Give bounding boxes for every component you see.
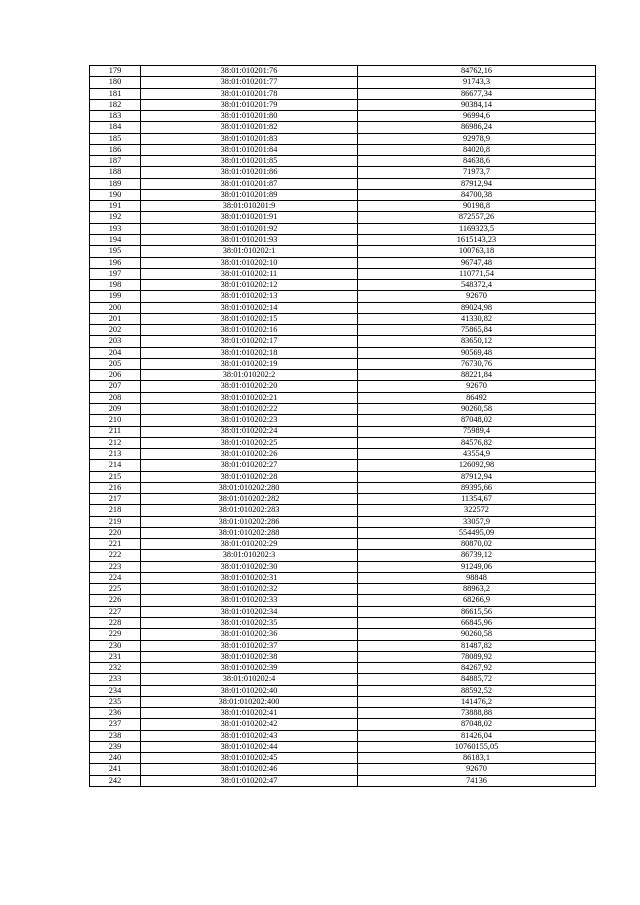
table-row xyxy=(90,527,596,538)
cadastral-value-cell: 86986,24 xyxy=(358,122,596,133)
cadastral-number-cell: 38:01:010202:13 xyxy=(141,291,358,302)
row-number-cell: 218 xyxy=(90,505,141,516)
table-row xyxy=(90,730,596,741)
table-row xyxy=(90,719,596,730)
table-row xyxy=(90,561,596,572)
table-row xyxy=(90,663,596,674)
table-row xyxy=(90,741,596,752)
row-number-cell: 203 xyxy=(90,336,141,347)
cadastral-value-cell: 1169323,5 xyxy=(358,223,596,234)
cadastral-value-cell: 126092,98 xyxy=(358,460,596,471)
cadastral-value-cell: 75989,4 xyxy=(358,426,596,437)
row-number-cell: 208 xyxy=(90,392,141,403)
cadastral-value-cell: 80870,02 xyxy=(358,539,596,550)
cadastral-value-cell: 83650,12 xyxy=(358,336,596,347)
cadastral-value-cell: 1615143,23 xyxy=(358,234,596,245)
table-row xyxy=(90,122,596,133)
table-row xyxy=(90,505,596,516)
cadastral-number-cell: 38:01:010202:15 xyxy=(141,313,358,324)
cadastral-value-cell: 90260,58 xyxy=(358,403,596,414)
cadastral-value-cell: 88221,84 xyxy=(358,370,596,381)
cadastral-value-cell: 141476,2 xyxy=(358,696,596,707)
row-number-cell: 232 xyxy=(90,663,141,674)
table-row xyxy=(90,381,596,392)
table-row xyxy=(90,88,596,99)
table-row xyxy=(90,674,596,685)
table-row xyxy=(90,764,596,775)
cadastral-value-cell: 91249,06 xyxy=(358,561,596,572)
row-number-cell: 238 xyxy=(90,730,141,741)
cadastral-number-cell: 38:01:010202:22 xyxy=(141,403,358,414)
cadastral-value-cell: 90384,14 xyxy=(358,99,596,110)
cadastral-number-cell: 38:01:010201:86 xyxy=(141,167,358,178)
cadastral-value-cell: 84638,6 xyxy=(358,156,596,167)
cadastral-number-cell: 38:01:010201:78 xyxy=(141,88,358,99)
cadastral-number-cell: 38:01:010202:45 xyxy=(141,753,358,764)
row-number-cell: 197 xyxy=(90,268,141,279)
cadastral-value-cell: 92670 xyxy=(358,381,596,392)
cadastral-value-cell: 89024,98 xyxy=(358,302,596,313)
table-row xyxy=(90,482,596,493)
row-number-cell: 199 xyxy=(90,291,141,302)
cadastral-value-cell: 71973,7 xyxy=(358,167,596,178)
row-number-cell: 233 xyxy=(90,674,141,685)
cadastral-number-cell: 38:01:010201:93 xyxy=(141,234,358,245)
cadastral-value-cell: 88592,52 xyxy=(358,685,596,696)
cadastral-value-cell: 96994,6 xyxy=(358,111,596,122)
cadastral-number-cell: 38:01:010202:286 xyxy=(141,516,358,527)
row-number-cell: 225 xyxy=(90,584,141,595)
table-row xyxy=(90,550,596,561)
table-row xyxy=(90,471,596,482)
cadastral-value-cell: 92670 xyxy=(358,291,596,302)
table-body xyxy=(90,66,596,787)
cadastral-number-cell: 38:01:010202:37 xyxy=(141,640,358,651)
cadastral-number-cell: 38:01:010202:20 xyxy=(141,381,358,392)
cadastral-value-cell: 78089,92 xyxy=(358,651,596,662)
cadastral-number-cell: 38:01:010202:36 xyxy=(141,629,358,640)
table-row xyxy=(90,178,596,189)
table-row xyxy=(90,753,596,764)
table-row xyxy=(90,539,596,550)
cadastral-value-cell: 86183,1 xyxy=(358,753,596,764)
table-row xyxy=(90,291,596,302)
table-row xyxy=(90,516,596,527)
cadastral-value-cell: 110771,54 xyxy=(358,268,596,279)
row-number-cell: 205 xyxy=(90,358,141,369)
row-number-cell: 180 xyxy=(90,77,141,88)
cadastral-number-cell: 38:01:010201:79 xyxy=(141,99,358,110)
cadastral-number-cell: 38:01:010202:1 xyxy=(141,246,358,257)
cadastral-number-cell: 38:01:010202:30 xyxy=(141,561,358,572)
row-number-cell: 228 xyxy=(90,618,141,629)
cadastral-value-cell: 96747,48 xyxy=(358,257,596,268)
table-row xyxy=(90,111,596,122)
row-number-cell: 217 xyxy=(90,494,141,505)
cadastral-number-cell: 38:01:010202:38 xyxy=(141,651,358,662)
row-number-cell: 192 xyxy=(90,212,141,223)
cadastral-number-cell: 38:01:010201:77 xyxy=(141,77,358,88)
row-number-cell: 231 xyxy=(90,651,141,662)
row-number-cell: 229 xyxy=(90,629,141,640)
table-row xyxy=(90,167,596,178)
cadastral-number-cell: 38:01:010202:31 xyxy=(141,572,358,583)
cadastral-value-cell: 73888,88 xyxy=(358,708,596,719)
row-number-cell: 184 xyxy=(90,122,141,133)
table-row xyxy=(90,77,596,88)
table-row xyxy=(90,358,596,369)
cadastral-number-cell: 38:01:010202:26 xyxy=(141,449,358,460)
table-row xyxy=(90,415,596,426)
table-row xyxy=(90,595,596,606)
row-number-cell: 220 xyxy=(90,527,141,538)
cadastral-number-cell: 38:01:010202:280 xyxy=(141,482,358,493)
row-number-cell: 222 xyxy=(90,550,141,561)
row-number-cell: 234 xyxy=(90,685,141,696)
cadastral-number-cell: 38:01:010202:43 xyxy=(141,730,358,741)
row-number-cell: 215 xyxy=(90,471,141,482)
row-number-cell: 195 xyxy=(90,246,141,257)
cadastral-value-cell: 92978,9 xyxy=(358,133,596,144)
row-number-cell: 209 xyxy=(90,403,141,414)
cadastral-value-cell: 98848 xyxy=(358,572,596,583)
cadastral-value-cell: 554495,09 xyxy=(358,527,596,538)
row-number-cell: 202 xyxy=(90,325,141,336)
row-number-cell: 181 xyxy=(90,88,141,99)
table-row xyxy=(90,313,596,324)
row-number-cell: 227 xyxy=(90,606,141,617)
table-row xyxy=(90,426,596,437)
cadastral-value-cell: 86492 xyxy=(358,392,596,403)
cadastral-number-cell: 38:01:010202:400 xyxy=(141,696,358,707)
row-number-cell: 216 xyxy=(90,482,141,493)
row-number-cell: 201 xyxy=(90,313,141,324)
table-row xyxy=(90,336,596,347)
cadastral-number-cell: 38:01:010202:4 xyxy=(141,674,358,685)
cadastral-value-cell: 90198,8 xyxy=(358,201,596,212)
cadastral-value-cell: 68266,9 xyxy=(358,595,596,606)
row-number-cell: 193 xyxy=(90,223,141,234)
cadastral-value-cell: 88963,2 xyxy=(358,584,596,595)
cadastral-number-cell: 38:01:010201:89 xyxy=(141,189,358,200)
cadastral-number-cell: 38:01:010202:29 xyxy=(141,539,358,550)
cadastral-value-cell: 87912,94 xyxy=(358,178,596,189)
row-number-cell: 182 xyxy=(90,99,141,110)
row-number-cell: 240 xyxy=(90,753,141,764)
table-row xyxy=(90,189,596,200)
cadastral-number-cell: 38:01:010201:91 xyxy=(141,212,358,223)
cadastral-value-cell: 43554,9 xyxy=(358,449,596,460)
cadastral-number-cell: 38:01:010202:28 xyxy=(141,471,358,482)
table-row xyxy=(90,99,596,110)
cadastral-number-cell: 38:01:010202:12 xyxy=(141,280,358,291)
cadastral-number-cell: 38:01:010202:11 xyxy=(141,268,358,279)
table-row xyxy=(90,460,596,471)
cadastral-number-cell: 38:01:010202:16 xyxy=(141,325,358,336)
table-row xyxy=(90,133,596,144)
cadastral-value-cell: 84020,8 xyxy=(358,144,596,155)
cadastral-number-cell: 38:01:010201:84 xyxy=(141,144,358,155)
table-row xyxy=(90,572,596,583)
cadastral-number-cell: 38:01:010202:33 xyxy=(141,595,358,606)
cadastral-value-cell: 75865,84 xyxy=(358,325,596,336)
cadastral-number-cell: 38:01:010202:288 xyxy=(141,527,358,538)
cadastral-value-cell: 84762,16 xyxy=(358,66,596,77)
cadastral-number-cell: 38:01:010202:40 xyxy=(141,685,358,696)
cadastral-value-cell: 90569,48 xyxy=(358,347,596,358)
table-row xyxy=(90,246,596,257)
row-number-cell: 236 xyxy=(90,708,141,719)
cadastral-value-cell: 84700,38 xyxy=(358,189,596,200)
row-number-cell: 190 xyxy=(90,189,141,200)
cadastral-number-cell: 38:01:010202:32 xyxy=(141,584,358,595)
cadastral-number-cell: 38:01:010201:9 xyxy=(141,201,358,212)
table-row xyxy=(90,156,596,167)
cadastral-value-cell: 548372,4 xyxy=(358,280,596,291)
table-row xyxy=(90,437,596,448)
cadastral-value-cell: 89395,66 xyxy=(358,482,596,493)
row-number-cell: 179 xyxy=(90,66,141,77)
cadastral-number-cell: 38:01:010202:283 xyxy=(141,505,358,516)
row-number-cell: 204 xyxy=(90,347,141,358)
table-row xyxy=(90,325,596,336)
table-row xyxy=(90,640,596,651)
cadastral-number-cell: 38:01:010201:85 xyxy=(141,156,358,167)
cadastral-number-cell: 38:01:010202:23 xyxy=(141,415,358,426)
table-row xyxy=(90,449,596,460)
row-number-cell: 223 xyxy=(90,561,141,572)
row-number-cell: 198 xyxy=(90,280,141,291)
row-number-cell: 235 xyxy=(90,696,141,707)
row-number-cell: 241 xyxy=(90,764,141,775)
table-row xyxy=(90,234,596,245)
row-number-cell: 207 xyxy=(90,381,141,392)
cadastral-number-cell: 38:01:010202:2 xyxy=(141,370,358,381)
cadastral-number-cell: 38:01:010201:82 xyxy=(141,122,358,133)
table-row xyxy=(90,212,596,223)
cadastral-number-cell: 38:01:010202:21 xyxy=(141,392,358,403)
cadastral-value-cell: 84576,82 xyxy=(358,437,596,448)
cadastral-number-cell: 38:01:010202:34 xyxy=(141,606,358,617)
row-number-cell: 213 xyxy=(90,449,141,460)
cadastral-number-cell: 38:01:010201:76 xyxy=(141,66,358,77)
row-number-cell: 214 xyxy=(90,460,141,471)
cadastral-number-cell: 38:01:010202:282 xyxy=(141,494,358,505)
row-number-cell: 211 xyxy=(90,426,141,437)
cadastral-number-cell: 38:01:010202:47 xyxy=(141,775,358,786)
row-number-cell: 196 xyxy=(90,257,141,268)
row-number-cell: 200 xyxy=(90,302,141,313)
table-row xyxy=(90,223,596,234)
table-row xyxy=(90,403,596,414)
cadastral-value-cell: 100763,18 xyxy=(358,246,596,257)
cadastral-value-cell: 66845,96 xyxy=(358,618,596,629)
cadastral-value-cell: 11354,67 xyxy=(358,494,596,505)
cadastral-value-cell: 10760155,05 xyxy=(358,741,596,752)
cadastral-number-cell: 38:01:010202:41 xyxy=(141,708,358,719)
row-number-cell: 221 xyxy=(90,539,141,550)
cadastral-value-cell: 86677,34 xyxy=(358,88,596,99)
table-row xyxy=(90,685,596,696)
cadastral-number-cell: 38:01:010202:27 xyxy=(141,460,358,471)
cadastral-number-cell: 38:01:010202:44 xyxy=(141,741,358,752)
cadastral-value-cell: 91743,3 xyxy=(358,77,596,88)
row-number-cell: 210 xyxy=(90,415,141,426)
cadastral-value-cell: 74136 xyxy=(358,775,596,786)
cadastral-number-cell: 38:01:010201:87 xyxy=(141,178,358,189)
cadastral-value-cell: 84885,72 xyxy=(358,674,596,685)
cadastral-number-cell: 38:01:010202:19 xyxy=(141,358,358,369)
table-row xyxy=(90,618,596,629)
cadastral-value-cell: 87912,94 xyxy=(358,471,596,482)
cadastral-value-cell: 84267,92 xyxy=(358,663,596,674)
cadastral-number-cell: 38:01:010202:25 xyxy=(141,437,358,448)
cadastral-number-cell: 38:01:010202:3 xyxy=(141,550,358,561)
table-row xyxy=(90,370,596,381)
cadastral-number-cell: 38:01:010202:46 xyxy=(141,764,358,775)
table-row xyxy=(90,606,596,617)
row-number-cell: 206 xyxy=(90,370,141,381)
table-row xyxy=(90,268,596,279)
table-row xyxy=(90,257,596,268)
row-number-cell: 230 xyxy=(90,640,141,651)
row-number-cell: 239 xyxy=(90,741,141,752)
cadastral-number-cell: 38:01:010202:18 xyxy=(141,347,358,358)
row-number-cell: 194 xyxy=(90,234,141,245)
row-number-cell: 187 xyxy=(90,156,141,167)
table-row xyxy=(90,629,596,640)
table-row xyxy=(90,347,596,358)
cadastral-number-cell: 38:01:010202:17 xyxy=(141,336,358,347)
cadastral-number-cell: 38:01:010202:42 xyxy=(141,719,358,730)
cadastral-value-cell: 90260,58 xyxy=(358,629,596,640)
row-number-cell: 226 xyxy=(90,595,141,606)
row-number-cell: 224 xyxy=(90,572,141,583)
table-row xyxy=(90,651,596,662)
cadastral-number-cell: 38:01:010202:24 xyxy=(141,426,358,437)
table-row xyxy=(90,708,596,719)
cadastral-number-cell: 38:01:010202:10 xyxy=(141,257,358,268)
row-number-cell: 212 xyxy=(90,437,141,448)
table-row xyxy=(90,144,596,155)
table-row xyxy=(90,584,596,595)
row-number-cell: 183 xyxy=(90,111,141,122)
cadastral-value-cell: 872557,26 xyxy=(358,212,596,223)
cadastral-value-cell: 322572 xyxy=(358,505,596,516)
table-row xyxy=(90,775,596,786)
row-number-cell: 191 xyxy=(90,201,141,212)
cadastral-value-table xyxy=(89,65,596,787)
cadastral-value-cell: 81487,82 xyxy=(358,640,596,651)
table-row xyxy=(90,66,596,77)
cadastral-number-cell: 38:01:010201:80 xyxy=(141,111,358,122)
cadastral-value-cell: 33057,9 xyxy=(358,516,596,527)
table-row xyxy=(90,696,596,707)
table-row xyxy=(90,392,596,403)
cadastral-number-cell: 38:01:010201:92 xyxy=(141,223,358,234)
row-number-cell: 188 xyxy=(90,167,141,178)
row-number-cell: 242 xyxy=(90,775,141,786)
row-number-cell: 186 xyxy=(90,144,141,155)
table-row xyxy=(90,201,596,212)
cadastral-value-cell: 87048,02 xyxy=(358,415,596,426)
cadastral-value-cell: 87048,02 xyxy=(358,719,596,730)
row-number-cell: 219 xyxy=(90,516,141,527)
cadastral-number-cell: 38:01:010202:14 xyxy=(141,302,358,313)
cadastral-number-cell: 38:01:010201:83 xyxy=(141,133,358,144)
table-row xyxy=(90,302,596,313)
cadastral-value-cell: 92670 xyxy=(358,764,596,775)
cadastral-number-cell: 38:01:010202:35 xyxy=(141,618,358,629)
table-row xyxy=(90,494,596,505)
row-number-cell: 189 xyxy=(90,178,141,189)
cadastral-value-cell: 81426,04 xyxy=(358,730,596,741)
cadastral-value-cell: 76730,76 xyxy=(358,358,596,369)
cadastral-number-cell: 38:01:010202:39 xyxy=(141,663,358,674)
table-row xyxy=(90,280,596,291)
cadastral-value-cell: 86739,12 xyxy=(358,550,596,561)
row-number-cell: 185 xyxy=(90,133,141,144)
row-number-cell: 237 xyxy=(90,719,141,730)
cadastral-value-cell: 86615,56 xyxy=(358,606,596,617)
cadastral-value-cell: 41330,82 xyxy=(358,313,596,324)
